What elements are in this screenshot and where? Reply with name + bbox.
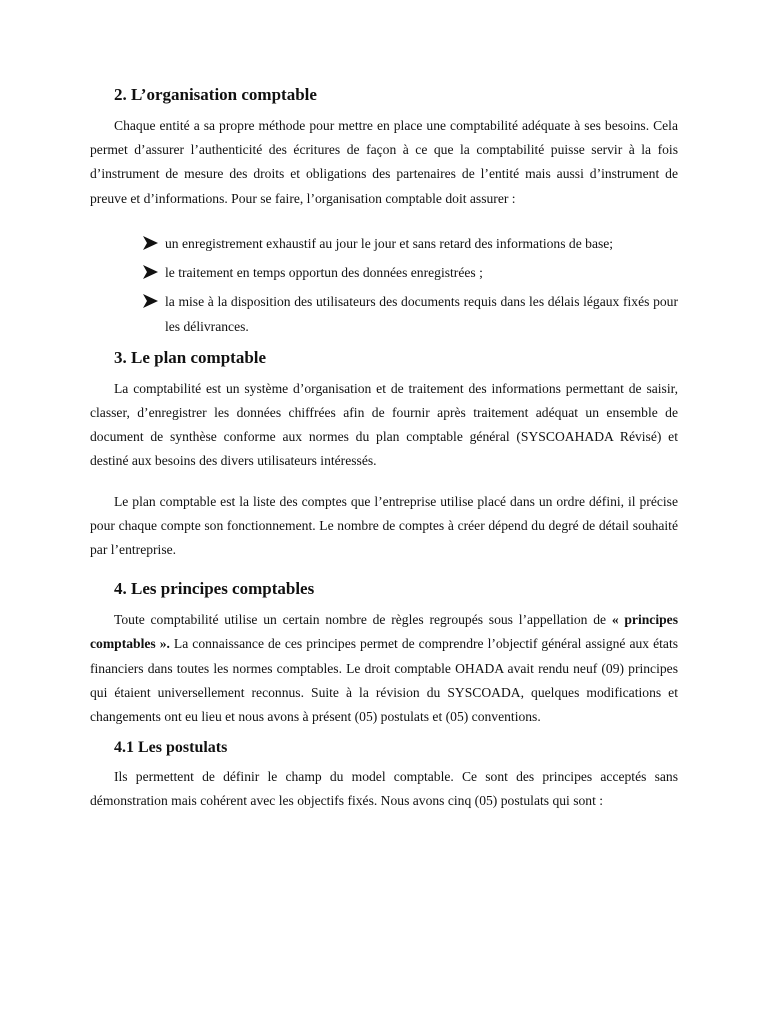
bullet-item [142,289,678,339]
bullet-item [142,260,678,285]
arrow-bullet-icon [142,236,158,250]
bullet-text: un enregistrement exhaustif au jour le jour et sans retard des informations de base; [165,235,614,251]
bullet-text: le traitement en temps opportun des données enregistrées ; [165,264,483,280]
section-3-heading: 3. Le plan comptable [114,347,267,367]
section-3-paragraph-1: La comptabilité est un système d’organisation et de traitement des informations permettant de saisir, classer, d’enregistrer les données chiffrées afin de fournir après traitement adéquat un ensemble de document de synthèse conforme aux normes du plan comptable général (SYSCOAHADA Révisé) et destiné aux besoins des divers utilisateurs intéressés. [90,380,678,469]
section-4-paragraph [90,608,678,729]
section-4-paragraph-start: Toute comptabilité utilise un certain nombre de règles regroupés sous l’appellation de [114,612,612,628]
arrow-bullet-icon [142,265,158,279]
section-4-heading: 4. Les principes comptables [114,579,315,599]
arrow-bullet-icon [142,294,158,308]
principes-comptables-term: « principes comptables ». [90,612,678,652]
section-2-bullet-list [90,231,678,339]
section-2-paragraph: Chaque entité a sa propre méthode pour mettre en place une comptabilité adéquate à ses besoins. Cela permet d’assurer l’authenticité des écritures de façon à ce que la comptabilité puisse servir à la fois d’instrument de mesure des droits et obligations des partenaires de l’entité mais aussi d’instrument de preuve et d’informations. Pour se faire, l’organisation comptable doit assurer : [90,118,678,206]
section-4-1-paragraph: Ils permettent de définir le champ du model comptable. Ce sont des principes acceptés sans démonstration mais cohérent avec les objectifs fixés. Nous avons cinq (05) postulats qui sont : [90,769,678,809]
section-2-heading: 2. L’organisation comptable [114,85,317,104]
bullet-text: la mise à la disposition des utilisateurs des documents requis dans les délais légaux fixés pour les délivrances. [165,293,678,334]
section-4-paragraph-end: La connaissance de ces principes permet de comprendre l’objectif général assigné aux états financiers dans toutes les normes comptables. Le droit comptable OHADA avait rendu neuf (09) principes qui étaient universellement reconnus. Suite à la révision du SYSCOADA, quelques modifications et changements ont eu lieu et nous avons à présent (05) postulats et (05) conventions. [90,636,679,725]
bullet-item [142,231,678,256]
section-4-1-heading: 4.1 Les postulats [114,739,228,757]
section-3-paragraph-2: Le plan comptable est la liste des comptes que l’entreprise utilise placé dans un ordre défini, il précise pour chaque compte son fonctionnement. Le nombre de comptes à créer dépend du degré de détail souhaité par l’entreprise. [90,493,678,558]
